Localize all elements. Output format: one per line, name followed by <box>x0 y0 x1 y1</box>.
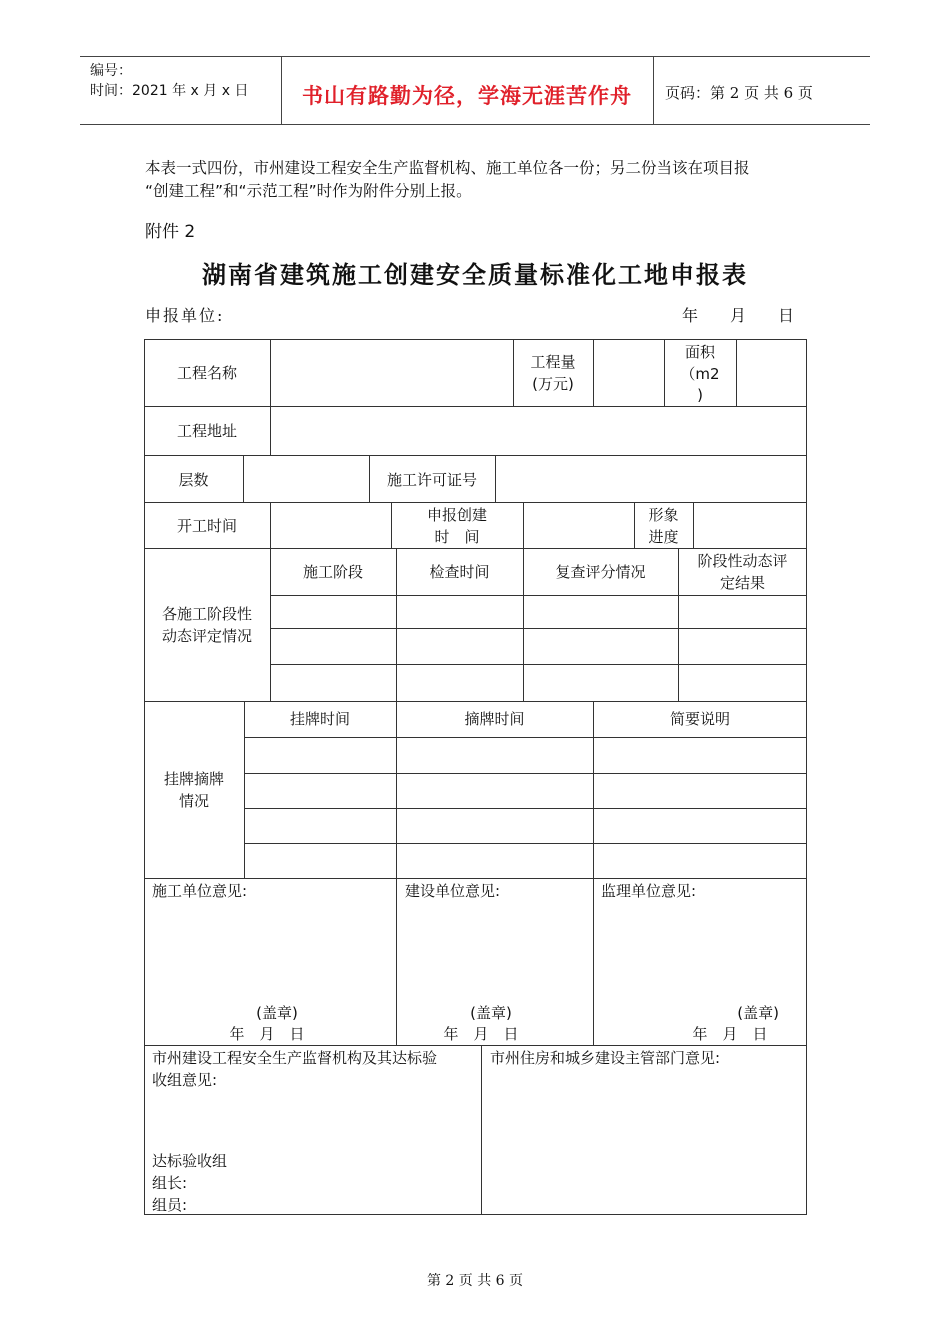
header-check-time: 检查时间 <box>429 563 490 581</box>
label-permit-no: 施工许可证号 <box>386 471 477 489</box>
note-line-2: “创建工程”和“示范工程”时作为附件分别上报。 <box>145 182 472 200</box>
members-label: 组员: <box>152 1196 188 1214</box>
opinion-city-label-2: 收组意见: <box>152 1071 218 1089</box>
header-bottom-rule <box>80 124 870 125</box>
note-line-1: 本表一式四份，市州建设工程安全生产监督机构、施工单位各一份；另二份当该在项目报 <box>145 159 750 177</box>
leader-label: 组长: <box>152 1174 188 1192</box>
label-sign-1: 挂牌摘牌 <box>163 770 224 788</box>
field-area[interactable] <box>737 340 807 406</box>
label-progress-2: 进度 <box>648 528 679 546</box>
field-floors[interactable] <box>244 456 369 502</box>
date-day: 日 <box>778 306 795 325</box>
header-stage-result-2: 定结果 <box>719 574 765 592</box>
header-stage-result-1: 阶段性动态评 <box>697 552 788 570</box>
label-area-2: （m2 <box>680 365 720 383</box>
label-stage-eval-2: 动态评定情况 <box>161 627 252 645</box>
field-quantity[interactable] <box>594 340 664 406</box>
label-stage-eval-1: 各施工阶段性 <box>161 605 252 623</box>
label-area-1: 面积 <box>684 343 715 361</box>
team-label: 达标验收组 <box>152 1152 228 1170</box>
header-remove-time: 摘牌时间 <box>464 710 525 728</box>
field-progress[interactable] <box>694 503 807 548</box>
label-quantity-1: 工程量 <box>530 353 576 371</box>
label-sign-2: 情况 <box>178 792 209 810</box>
opinion-owner-label: 建设单位意见: <box>405 882 501 900</box>
header-hang-time: 挂牌时间 <box>289 710 350 728</box>
opinion-city-label-1: 市州建设工程安全生产监督机构及其达标验 <box>152 1049 438 1067</box>
seal-supervisor: (盖章) <box>737 1004 779 1022</box>
label-floors: 层数 <box>178 471 209 489</box>
opinion-housing-label: 市州住房和城乡建设主管部门意见: <box>490 1049 721 1067</box>
page-footer: 第 2 页 共 6 页 <box>426 1273 524 1289</box>
field-address[interactable] <box>271 407 807 455</box>
date-year: 年 <box>682 306 699 325</box>
date-owner: 年 月 日 <box>443 1025 519 1043</box>
opinion-contractor-label: 施工单位意见: <box>152 882 248 900</box>
seal-contractor: (盖章) <box>256 1004 298 1022</box>
label-area-3: ) <box>697 386 703 404</box>
header-divider <box>653 57 654 124</box>
opinion-supervisor-label: 监理单位意见: <box>601 882 697 900</box>
header-review-score: 复查评分情况 <box>555 563 646 581</box>
header-stage: 施工阶段 <box>302 563 363 581</box>
seal-owner: (盖章) <box>470 1004 512 1022</box>
label-quantity-2: (万元) <box>532 375 574 393</box>
field-project-name[interactable] <box>271 340 513 406</box>
attachment-label: 附件 2 <box>145 222 196 242</box>
label-start-time: 开工时间 <box>176 517 237 535</box>
header-description: 简要说明 <box>669 710 730 728</box>
label-project-name: 工程名称 <box>176 364 237 382</box>
date-contractor: 年 月 日 <box>229 1025 305 1043</box>
label-apply-time-1: 申报创建 <box>426 506 487 524</box>
label-apply-time-2: 时 间 <box>434 528 480 546</box>
date-month: 月 <box>730 306 747 325</box>
field-start-time[interactable] <box>271 503 391 548</box>
header-top-rule <box>80 56 870 57</box>
field-permit-no[interactable] <box>496 456 807 502</box>
motto: 书山有路勤为径，学海无涯苦作舟 <box>302 83 632 108</box>
date-label: 时间：2021 年 x 月 x 日 <box>90 83 249 99</box>
form-title: 湖南省建筑施工创建安全质量标准化工地申报表 <box>202 260 748 289</box>
date-supervisor: 年 月 日 <box>692 1025 768 1043</box>
code-label: 编号： <box>90 63 132 79</box>
label-address: 工程地址 <box>176 422 237 440</box>
label-progress-1: 形象 <box>648 506 679 524</box>
applicant-label: 申报单位: <box>145 306 225 325</box>
field-apply-time[interactable] <box>524 503 634 548</box>
page-info: 页码：第 2 页 共 6 页 <box>665 84 813 102</box>
